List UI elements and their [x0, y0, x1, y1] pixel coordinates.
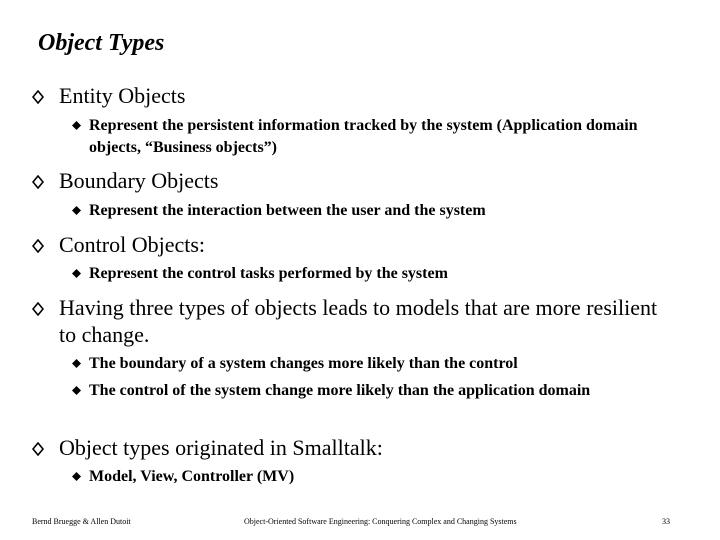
footer-authors: Bernd Bruegge & Allen Dutoit	[32, 517, 131, 526]
hollow-diamond-bullet-icon	[32, 175, 44, 189]
sub-bullet-text: The boundary of a system changes more likely than the control	[89, 355, 518, 372]
sub-bullet-text: Model, View, Controller (MV)	[89, 468, 295, 485]
hollow-diamond-bullet-icon	[32, 302, 44, 316]
hollow-diamond-bullet-icon	[32, 90, 44, 104]
filled-diamond-bullet-icon	[72, 121, 81, 130]
hollow-diamond-bullet-icon	[32, 239, 44, 253]
slide-title: Object Types	[38, 30, 165, 56]
sub-bullet-text: The control of the system change more likely than the application domain	[89, 382, 591, 399]
footer-page-number: 33	[662, 517, 670, 526]
filled-diamond-bullet-icon	[72, 206, 81, 215]
bullet-text: Control Objects:	[59, 232, 206, 257]
hollow-diamond-bullet-icon	[32, 442, 44, 456]
filled-diamond-bullet-icon	[72, 359, 81, 368]
bullet-text: Object types originated in Smalltalk:	[59, 435, 383, 460]
bullet-text: Having three types of objects leads to models that are more resilient to change.	[59, 295, 658, 347]
filled-diamond-bullet-icon	[72, 386, 81, 395]
filled-diamond-bullet-icon	[72, 269, 81, 278]
bullet-text: Entity Objects	[59, 83, 186, 108]
sub-bullet-text: Represent the persistent information tracked by the system (Application domain objects, “Business objects”)	[89, 117, 638, 156]
sub-bullet-text: Represent the control tasks performed by the system	[89, 265, 448, 282]
filled-diamond-bullet-icon	[72, 472, 81, 481]
bullet-text: Boundary Objects	[59, 168, 219, 193]
sub-bullet-text: Represent the interaction between the user and the system	[89, 202, 486, 219]
footer-book-title: Object-Oriented Software Engineering: Conquering Complex and Changing Systems	[244, 517, 517, 526]
